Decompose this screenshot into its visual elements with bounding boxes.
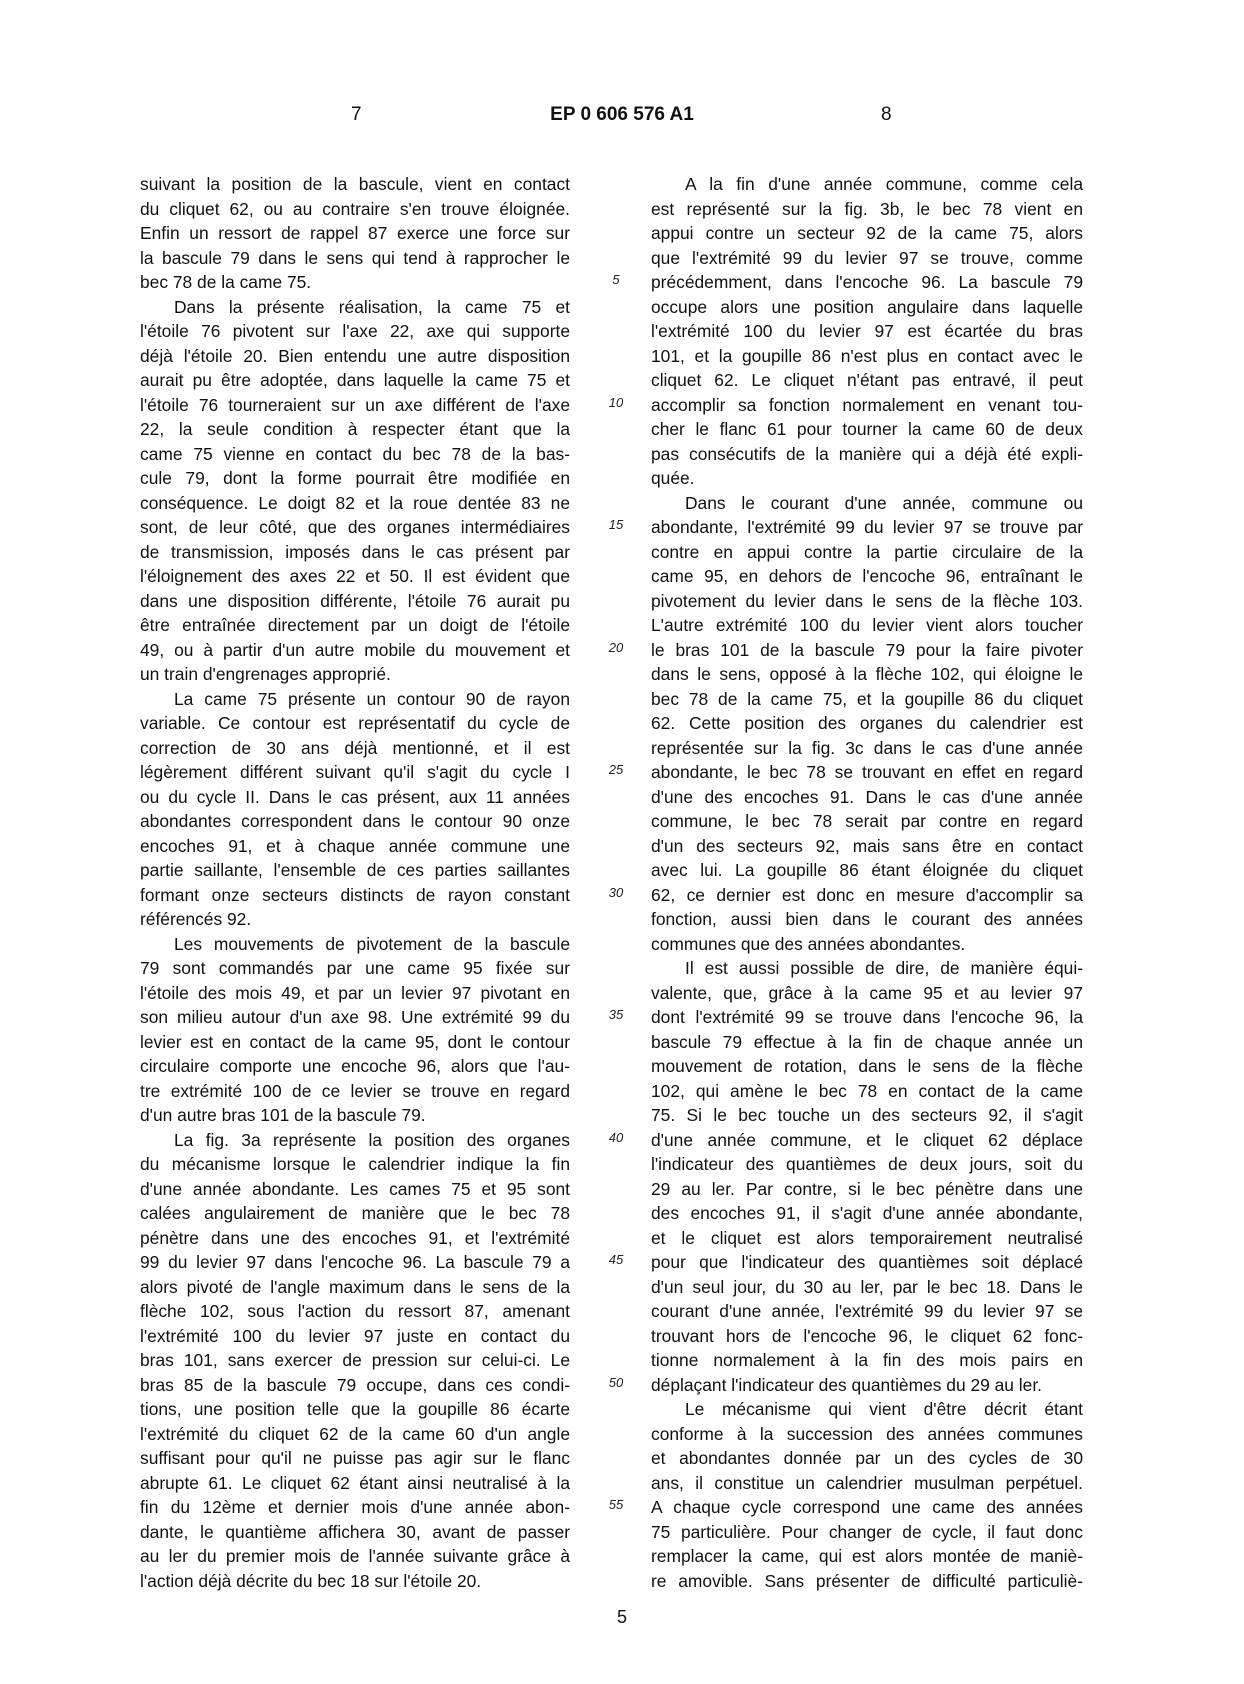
right-column-text-line: tionne normalement à la fin des mois pairs en	[651, 1350, 1083, 1370]
right-column-text-line: L'autre extrémité 100 du levier vient alors toucher	[651, 615, 1083, 635]
right-column-text-line: A chaque cycle correspond une came des années	[651, 1497, 1083, 1517]
left-column-text-line: bec 78 de la came 75.	[140, 272, 312, 292]
right-column-text-line: 102, qui amène le bec 78 en contact de la came	[651, 1080, 1083, 1101]
patent-number: EP 0 606 576 A1	[550, 104, 694, 125]
right-column-text-line: 62. Cette position des organes du calendrier est	[651, 713, 1083, 733]
left-column-text-line: déjà l'étoile 20. Bien entendu une autre disposition	[140, 345, 570, 366]
right-column-text-line: déplaçant l'indicateur des quantièmes du 29 au ler.	[651, 1374, 1043, 1395]
left-column-text-line: ou du cycle II. Dans le cas présent, aux 11 années	[140, 786, 570, 807]
left-column-text-line: circulaire comporte une encoche 96, alors que l'au-	[140, 1056, 570, 1076]
left-column-text-line: l'étoile 76 pivotent sur l'axe 22, axe qui supporte	[140, 321, 570, 341]
right-column-text-line: que l'extrémité 99 du levier 97 se trouve, comme	[651, 247, 1083, 268]
right-column-text-line: mouvement de rotation, dans le sens de la flèche	[651, 1056, 1083, 1076]
left-column-text-line: alors pivoté de l'angle maximum dans le sens de la	[140, 1276, 570, 1297]
right-column-text-line: 62, ce dernier est donc en mesure d'accomplir sa	[651, 884, 1083, 905]
left-column-text-line: d'une année abondante. Les cames 75 et 95 sont	[140, 1178, 570, 1199]
left-column-text-line: 22, la seule condition à respecter étant que la	[140, 419, 570, 439]
margin-line-number: 20	[608, 639, 624, 655]
left-column-text-line: son milieu autour d'un axe 98. Une extrémité 99 du	[140, 1007, 570, 1027]
left-column-text-line: du mécanisme lorsque le calendrier indique la fin	[140, 1154, 570, 1174]
right-column-text-line: 75 particulière. Pour changer de cycle, il faut donc	[651, 1521, 1083, 1542]
right-column-text-line: l'indicateur des quantièmes de deux jours, soit du	[651, 1154, 1083, 1174]
left-column-text-line: l'extrémité 100 du levier 97 juste en contact du	[140, 1325, 570, 1346]
left-column-text-line: l'extrémité du cliquet 62 de la came 60 d'un angle	[140, 1423, 570, 1444]
left-column-text-line: référencés 92.	[140, 909, 252, 929]
right-column-text-line: 29 au ler. Par contre, si le bec pénètre dans une	[651, 1178, 1083, 1199]
page-number-right: 8	[881, 104, 892, 125]
right-column-text-line: appui contre un secteur 92 de la came 75, alors	[651, 223, 1083, 243]
margin-line-number: 25	[608, 762, 624, 777]
right-column-text-line: 75. Si le bec touche un des secteurs 92, il s'agit	[651, 1105, 1083, 1125]
right-column-text-line: d'un des secteurs 92, mais sans être en contact	[651, 835, 1083, 856]
left-column-text-line: 79 sont commandés par une came 95 fixée sur	[140, 958, 570, 978]
right-column-text-line: quée.	[651, 468, 695, 488]
right-column-text-line: avec lui. La goupille 86 étant éloignée du cliquet	[651, 860, 1083, 880]
right-column-text-line: occupe alors une position angulaire dans laquelle	[651, 296, 1083, 317]
right-column-text-line: Le mécanisme qui vient d'être décrit étant	[685, 1399, 1083, 1419]
right-column-text-line: cliquet 62. Le cliquet n'étant pas entravé, il peut	[651, 370, 1083, 390]
margin-line-number: 10	[608, 394, 624, 410]
left-column-text-line: la bascule 79 dans le sens qui tend à rapprocher le	[140, 247, 570, 268]
left-column-text-line: l'étoile des mois 49, et par un levier 97 pivotant en	[140, 982, 570, 1003]
left-column	[140, 172, 570, 1593]
left-column-text-line: bras 101, sans exercer de pression sur celui-ci. Le	[140, 1350, 570, 1370]
right-column-text-line: commune, le bec 78 serait par contre en regard	[651, 811, 1083, 831]
left-column-text-line: La fig. 3a représente la position des organes	[174, 1129, 570, 1150]
right-column-text-line: l'extrémité 100 du levier 97 est écartée du bras	[651, 321, 1083, 341]
right-column-text-line: abondante, le bec 78 se trouvant en effet en regard	[651, 762, 1083, 782]
margin-line-number: 15	[608, 517, 624, 532]
right-column	[651, 172, 1083, 1593]
right-column-text-line: trouvant hors de l'encoche 96, le cliquet 62 fonc-	[651, 1325, 1083, 1346]
right-column-text-line: pour que l'indicateur des quantièmes soit déplacé	[651, 1252, 1083, 1272]
right-column-text-line: d'une année commune, et le cliquet 62 déplace	[651, 1129, 1083, 1150]
right-column-text-line: d'un seul jour, du 30 au ler, par le bec 18. Dans le	[651, 1276, 1083, 1297]
right-column-text-line: accomplir sa fonction normalement en venant tou-	[651, 394, 1083, 415]
left-column-text-line: d'un autre bras 101 de la bascule 79.	[140, 1105, 426, 1125]
left-column-text-line: au ler du premier mois de l'année suivante grâce à	[140, 1546, 570, 1566]
left-column-text-line: tions, une position telle que la goupille 86 écarte	[140, 1399, 570, 1419]
right-column-text-line: abondante, l'extrémité 99 du levier 97 se trouve par	[651, 517, 1083, 537]
right-column-text-line: came 95, en dehors de l'encoche 96, entraînant le	[651, 566, 1083, 586]
right-column-text-line: Dans le courant d'une année, commune ou	[685, 492, 1083, 513]
left-column-text-line: correction de 30 ans déjà mentionné, et il est	[140, 737, 570, 758]
right-column-text-line: cher le flanc 61 pour tourner la came 60 de deux	[651, 419, 1083, 439]
right-column-text-line: courant d'une année, l'extrémité 99 du levier 97 se	[651, 1301, 1083, 1321]
right-column-text-line: re amovible. Sans présenter de difficulté particuliè-	[651, 1570, 1083, 1591]
left-column-text-line: l'étoile 76 tourneraient sur un axe différent de l'axe	[140, 394, 570, 415]
margin-line-number: 30	[608, 884, 624, 900]
right-column-text-line: précédemment, dans l'encoche 96. La bascule 79	[651, 272, 1083, 292]
left-column-text-line: l'action déjà décrite du bec 18 sur l'étoile 20.	[140, 1570, 482, 1591]
left-column-text-line: calées angulairement de manière que le bec 78	[140, 1203, 570, 1223]
page-footer-number: 5	[616, 1607, 627, 1627]
right-column-text-line: des encoches 91, il s'agit d'une année abondante,	[651, 1203, 1083, 1223]
left-column-text-line: l'éloignement des axes 22 et 50. Il est évident que	[140, 566, 570, 586]
margin-line-number: 55	[608, 1497, 624, 1512]
left-column-text-line: du cliquet 62, ou au contraire s'en trouve éloignée.	[140, 198, 570, 219]
right-column-text-line: pivotement du levier dans le sens de la flèche 103.	[651, 590, 1083, 611]
left-column-text-line: came 75 vienne en contact du bec 78 de la bas-	[140, 443, 570, 464]
left-column-text-line: partie saillante, l'ensemble de ces parties saillantes	[140, 860, 570, 880]
right-column-text-line: Il est aussi possible de dire, de manière équi-	[685, 958, 1083, 978]
left-column-text-line: conséquence. Le doigt 82 et la roue dentée 83 ne	[140, 492, 570, 513]
left-column-text-line: dante, le quantième affichera 30, avant de passer	[140, 1521, 570, 1542]
left-column-text-line: suffisant pour qu'il ne puisse pas agir sur le flanc	[140, 1448, 570, 1468]
right-column-text-line: conforme à la succession des années communes	[651, 1423, 1083, 1444]
left-column-text-line: abondantes correspondent dans le contour 90 onze	[140, 811, 570, 831]
left-column-text-line: encoches 91, et à chaque année commune une	[140, 835, 570, 856]
right-column-text-line: et le cliquet est alors temporairement neutralisé	[651, 1227, 1083, 1248]
left-column-text-line: levier est en contact de la came 95, dont le contour	[140, 1031, 570, 1052]
right-column-text-line: dont l'extrémité 99 se trouve dans l'encoche 96, la	[651, 1007, 1083, 1027]
left-column-text-line: dans une disposition différente, l'étoile 76 aurait pu	[140, 590, 570, 611]
right-column-text-line: le bras 101 de la bascule 79 pour la faire pivoter	[651, 639, 1083, 660]
left-column-text-line: aurait pu être adoptée, dans laquelle la came 75 et	[140, 370, 570, 390]
right-column-text-line: A la fin d'une année commune, comme cela	[685, 174, 1083, 194]
margin-line-number: 5	[612, 272, 620, 287]
right-column-text-line: dans le sens, opposé à la flèche 102, qui éloigne le	[651, 664, 1083, 684]
right-column-text-line: remplacer la came, qui est alors montée de maniè-	[651, 1546, 1083, 1566]
right-column-text-line: ans, il constitue un calendrier musulman perpétuel.	[651, 1472, 1083, 1493]
left-column-text-line: fin du 12ème et dernier mois d'une année abon-	[140, 1497, 570, 1517]
right-column-text-line: pas consécutifs de la manière qui a déjà été expli-	[651, 443, 1083, 464]
page-number-left: 7	[351, 104, 362, 125]
left-column-text-line: 99 du levier 97 dans l'encoche 96. La bascule 79 a	[140, 1252, 570, 1272]
right-column-text-line: 101, et la goupille 86 n'est plus en contact avec le	[651, 345, 1083, 366]
right-column-text-line: d'une des encoches 91. Dans le cas d'une année	[651, 786, 1083, 807]
left-column-text-line: suivant la position de la bascule, vient en contact	[140, 174, 570, 194]
margin-line-number: 35	[608, 1007, 624, 1022]
right-column-text-line: et abondantes donnée par un des cycles de 30	[651, 1448, 1083, 1468]
right-column-text-line: contre en appui contre la partie circulaire de la	[651, 541, 1083, 562]
left-column-text-line: formant onze secteurs distincts de rayon constant	[140, 884, 570, 905]
left-column-text-line: abrupte 61. Le cliquet 62 étant ainsi neutralisé à la	[140, 1472, 570, 1493]
left-column-text-line: La came 75 présente un contour 90 de rayon	[174, 688, 570, 709]
left-column-text-line: sont, de leur côté, que des organes intermédiaires	[140, 517, 570, 537]
left-column-text-line: Dans la présente réalisation, la came 75 et	[174, 296, 570, 317]
left-column-text-line: Les mouvements de pivotement de la bascule	[174, 933, 570, 954]
left-column-text-line: un train d'engrenages approprié.	[140, 664, 391, 684]
right-column-text-line: valente, que, grâce à la came 95 et au levier 97	[651, 982, 1083, 1003]
left-column-text-line: 49, ou à partir d'un autre mobile du mouvement et	[140, 639, 570, 660]
left-column-text-line: flèche 102, sous l'action du ressort 87, amenant	[140, 1301, 570, 1321]
left-column-text-line: bras 85 de la bascule 79 occupe, dans ces condi-	[140, 1374, 570, 1395]
right-column-text-line: représentée sur la fig. 3c dans le cas d'une année	[651, 737, 1083, 758]
right-column-text-line: fonction, aussi bien dans le courant des années	[651, 909, 1083, 929]
left-column-text-line: être entraînée directement par un doigt de l'étoile	[140, 615, 570, 635]
margin-line-number: 50	[608, 1374, 624, 1390]
left-column-text-line: Enfin un ressort de rappel 87 exerce une force sur	[140, 223, 570, 243]
left-column-text-line: pénètre dans une des encoches 91, et l'extrémité	[140, 1227, 570, 1248]
left-column-text-line: de transmission, imposés dans le cas présent par	[140, 541, 570, 562]
right-column-text-line: communes que des années abondantes.	[651, 933, 966, 954]
margin-line-number: 45	[608, 1252, 624, 1267]
margin-line-number: 40	[608, 1129, 624, 1145]
left-column-text-line: légèrement différent suivant qu'il s'agit du cycle I	[140, 762, 570, 782]
right-column-text-line: bec 78 de la came 75, et la goupille 86 du cliquet	[651, 688, 1083, 709]
right-column-text-line: bascule 79 effectue à la fin de chaque année un	[651, 1031, 1083, 1052]
right-column-text-line: est représenté sur la fig. 3b, le bec 78 vient en	[651, 198, 1083, 219]
left-column-text-line: cule 79, dont la forme pourrait être modifiée en	[140, 468, 570, 488]
left-column-text-line: tre extrémité 100 de ce levier se trouve en regard	[140, 1080, 570, 1101]
left-column-text-line: variable. Ce contour est représentatif du cycle de	[140, 713, 570, 733]
